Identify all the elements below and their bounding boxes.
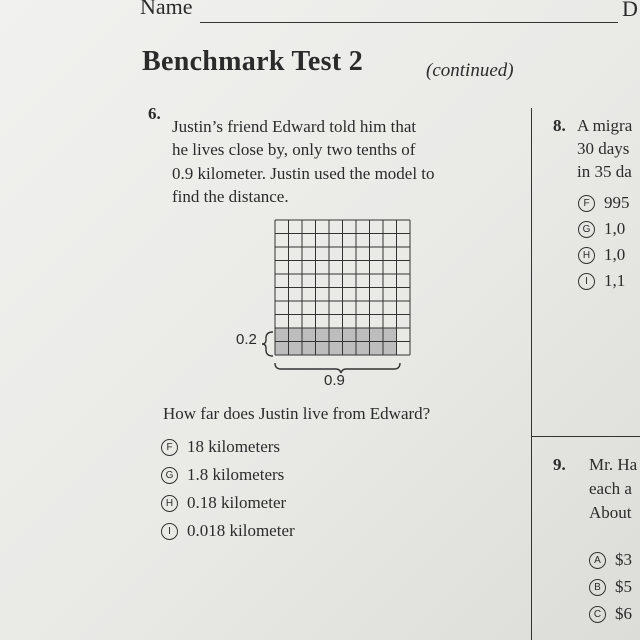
q8-option-G-text: 1,0	[604, 219, 626, 238]
option-I-text: 0.018 kilometer	[187, 521, 295, 540]
q9-bubble-C[interactable]: C	[589, 606, 606, 623]
q8-option-H[interactable]	[578, 245, 625, 265]
q8-option-I[interactable]	[578, 271, 625, 291]
shaded-cell	[343, 328, 357, 342]
question-6-text-line-3: 0.9 kilometer. Justin used the model to	[172, 164, 435, 183]
date-label: D	[622, 0, 638, 21]
shaded-cell	[289, 342, 303, 356]
shaded-cell	[302, 342, 316, 356]
option-F[interactable]	[161, 437, 280, 457]
q9-option-B-text: $5	[615, 577, 632, 596]
q9-bubble-B[interactable]: B	[589, 579, 606, 596]
option-F-text: 18 kilometers	[187, 437, 281, 456]
shaded-cell	[329, 328, 343, 342]
q9-option-A-text: $3	[615, 550, 632, 569]
question-9-text-line-2: each a	[589, 479, 632, 498]
question-8-text-line-2: 30 days	[577, 139, 630, 158]
question-8-text-line-3: in 35 da	[577, 162, 632, 181]
q8-option-F[interactable]	[578, 193, 630, 213]
q8-option-H-text: 1,0	[604, 245, 626, 264]
q9-option-A[interactable]	[589, 550, 632, 570]
bubble-G[interactable]: G	[161, 467, 178, 484]
question-6-text-line-1: Justin’s friend Edward told him that	[172, 117, 417, 136]
name-line[interactable]	[200, 22, 618, 23]
grid-layer	[275, 220, 410, 355]
continued-label: (continued)	[426, 60, 514, 81]
row-brace	[262, 332, 273, 356]
shaded-cell	[383, 342, 397, 356]
page-title: Benchmark Test 2	[142, 46, 364, 77]
option-H-text: 0.18 kilometer	[187, 493, 287, 512]
q9-option-C[interactable]	[589, 604, 632, 624]
column-divider	[531, 108, 532, 640]
question-6-text-line-2: he lives close by, only two tenths of	[172, 140, 416, 159]
shaded-cell	[316, 328, 330, 342]
question-9-text-line-1: Mr. Ha	[589, 455, 638, 474]
question-divider	[531, 436, 640, 437]
shaded-cell	[329, 342, 343, 356]
shaded-cell	[343, 342, 357, 356]
q8-bubble-G[interactable]: G	[578, 221, 595, 238]
option-H[interactable]	[161, 493, 286, 513]
q9-bubble-A[interactable]: A	[589, 552, 606, 569]
decimal-grid-model	[228, 212, 428, 392]
bubble-H[interactable]: H	[161, 495, 178, 512]
q9-option-B[interactable]	[589, 577, 632, 597]
question-9-number: 9.	[553, 455, 566, 474]
q8-option-F-text: 995	[604, 193, 630, 212]
bubble-F[interactable]: F	[161, 439, 178, 456]
name-label: Name	[140, 0, 193, 19]
shaded-cell	[275, 328, 289, 342]
shaded-cell	[370, 342, 384, 356]
q8-option-I-text: 1,1	[604, 271, 626, 290]
q8-bubble-F[interactable]: F	[578, 195, 595, 212]
shaded-cell	[289, 328, 303, 342]
q9-option-C-text: $6	[615, 604, 632, 623]
question-6-prompt: How far does Justin live from Edward?	[163, 404, 431, 423]
option-G-text: 1.8 kilometers	[187, 465, 285, 484]
shaded-cell	[275, 342, 289, 356]
option-G[interactable]	[161, 465, 284, 485]
question-9-text-line-3: About	[589, 503, 632, 522]
q8-bubble-I[interactable]: I	[578, 273, 595, 290]
q8-bubble-H[interactable]: H	[578, 247, 595, 264]
question-6-number: 6.	[148, 104, 161, 123]
question-8-number: 8.	[553, 116, 566, 135]
question-6-text-line-4: find the distance.	[172, 187, 289, 206]
shaded-cell	[316, 342, 330, 356]
shaded-cell	[383, 328, 397, 342]
option-I[interactable]	[161, 521, 295, 541]
question-8-text-line-1: A migra	[577, 116, 633, 135]
shaded-cell	[356, 342, 370, 356]
col-fraction-label: 0.9	[324, 372, 345, 389]
q8-option-G[interactable]	[578, 219, 625, 239]
bubble-I[interactable]: I	[161, 523, 178, 540]
shaded-cell	[370, 328, 384, 342]
shaded-cell	[356, 328, 370, 342]
shaded-cell	[302, 328, 316, 342]
row-fraction-label: 0.2	[236, 331, 257, 348]
